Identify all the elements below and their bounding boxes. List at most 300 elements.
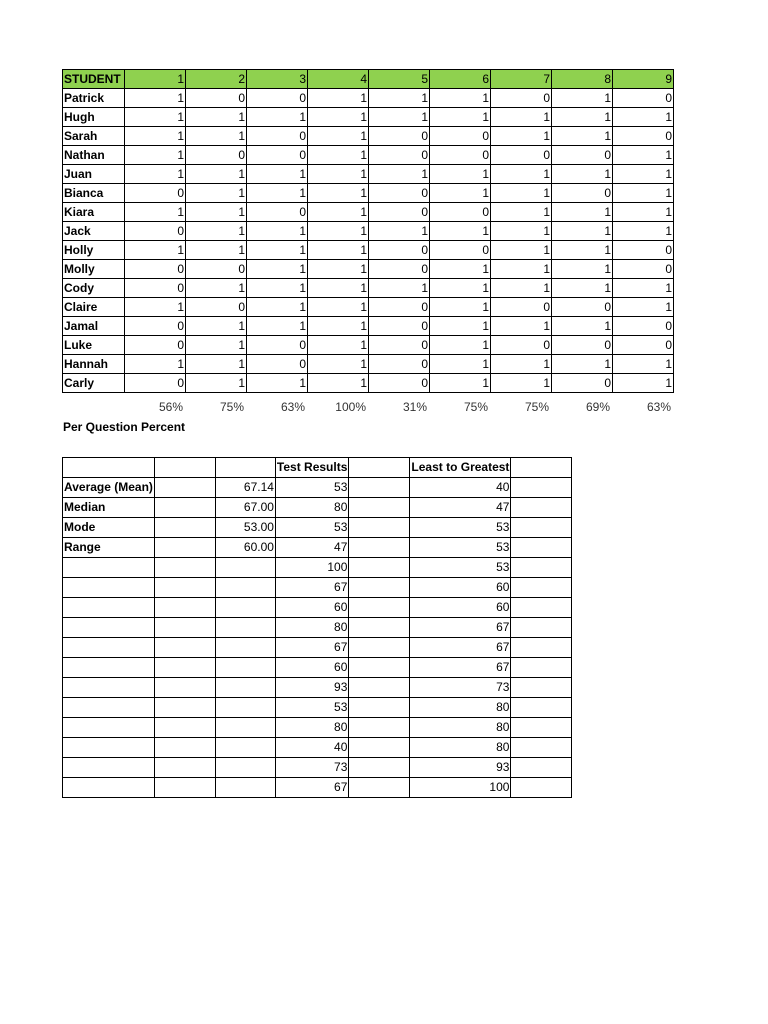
score-cell[interactable]: 0: [369, 184, 430, 203]
cell[interactable]: [154, 498, 215, 518]
score-cell[interactable]: 1: [491, 222, 552, 241]
score-cell[interactable]: 0: [247, 127, 308, 146]
cell[interactable]: [63, 558, 155, 578]
score-cell[interactable]: 1: [186, 127, 247, 146]
score-cell[interactable]: 1: [186, 317, 247, 336]
score-cell[interactable]: 1: [247, 260, 308, 279]
cell[interactable]: [63, 658, 155, 678]
score-cell[interactable]: 1: [491, 317, 552, 336]
test-result-cell[interactable]: 73: [275, 758, 348, 778]
score-cell[interactable]: 1: [186, 336, 247, 355]
cell[interactable]: [154, 578, 215, 598]
score-cell[interactable]: 1: [247, 317, 308, 336]
cell[interactable]: [349, 558, 410, 578]
score-cell[interactable]: 1: [308, 317, 369, 336]
score-cell[interactable]: 1: [308, 184, 369, 203]
question-header[interactable]: 5: [369, 70, 430, 89]
student-name[interactable]: Cody: [63, 279, 125, 298]
score-cell[interactable]: 1: [125, 355, 186, 374]
question-header[interactable]: 2: [186, 70, 247, 89]
cell[interactable]: [349, 738, 410, 758]
cell[interactable]: [63, 598, 155, 618]
cell[interactable]: [154, 698, 215, 718]
score-cell[interactable]: 0: [552, 336, 613, 355]
cell[interactable]: [63, 758, 155, 778]
score-cell[interactable]: 0: [369, 146, 430, 165]
score-cell[interactable]: 1: [247, 184, 308, 203]
stat-label-cell[interactable]: [63, 498, 155, 518]
student-name[interactable]: Luke: [63, 336, 125, 355]
score-cell[interactable]: 1: [186, 241, 247, 260]
cell[interactable]: [154, 638, 215, 658]
score-cell[interactable]: 0: [552, 374, 613, 393]
cell[interactable]: [63, 638, 155, 658]
cell[interactable]: [511, 618, 572, 638]
test-result-cell[interactable]: 53: [275, 698, 348, 718]
cell[interactable]: [511, 518, 572, 538]
cell[interactable]: [215, 578, 275, 598]
test-result-cell[interactable]: 40: [275, 738, 348, 758]
cell[interactable]: [511, 498, 572, 518]
score-cell[interactable]: 0: [125, 260, 186, 279]
score-cell[interactable]: 0: [125, 374, 186, 393]
score-cell[interactable]: 1: [186, 165, 247, 184]
cell[interactable]: [154, 758, 215, 778]
cell[interactable]: [215, 678, 275, 698]
score-cell[interactable]: 1: [247, 241, 308, 260]
score-cell[interactable]: 1: [308, 127, 369, 146]
sorted-result-cell[interactable]: 93: [410, 758, 511, 778]
cell[interactable]: [511, 578, 572, 598]
score-cell[interactable]: 1: [491, 127, 552, 146]
score-cell[interactable]: 0: [125, 336, 186, 355]
sorted-result-cell[interactable]: 80: [410, 718, 511, 738]
score-cell[interactable]: 1: [491, 260, 552, 279]
score-cell[interactable]: 1: [613, 222, 674, 241]
sorted-result-cell[interactable]: 53: [410, 538, 511, 558]
score-cell[interactable]: 0: [125, 222, 186, 241]
student-name[interactable]: Jamal: [63, 317, 125, 336]
score-cell[interactable]: 0: [247, 355, 308, 374]
score-cell[interactable]: 1: [369, 279, 430, 298]
score-cell[interactable]: 0: [491, 336, 552, 355]
student-name[interactable]: Jack: [63, 222, 125, 241]
student-name[interactable]: Bianca: [63, 184, 125, 203]
question-header[interactable]: 7: [491, 70, 552, 89]
score-cell[interactable]: 1: [430, 165, 491, 184]
score-cell[interactable]: 0: [186, 146, 247, 165]
score-cell[interactable]: 1: [491, 374, 552, 393]
score-cell[interactable]: 1: [430, 184, 491, 203]
score-cell[interactable]: 1: [308, 222, 369, 241]
cell[interactable]: [349, 778, 410, 798]
student-header[interactable]: STUDENT: [63, 70, 125, 89]
score-cell[interactable]: 1: [613, 298, 674, 317]
cell[interactable]: [511, 758, 572, 778]
score-cell[interactable]: 1: [491, 203, 552, 222]
cell[interactable]: [154, 618, 215, 638]
sorted-result-cell[interactable]: 40: [410, 478, 511, 498]
score-cell[interactable]: 0: [186, 89, 247, 108]
score-cell[interactable]: 1: [552, 203, 613, 222]
question-header[interactable]: 9: [613, 70, 674, 89]
score-cell[interactable]: 0: [613, 260, 674, 279]
score-cell[interactable]: 1: [552, 260, 613, 279]
score-cell[interactable]: 1: [491, 108, 552, 127]
score-cell[interactable]: 1: [308, 279, 369, 298]
cell[interactable]: [215, 778, 275, 798]
cell[interactable]: [511, 638, 572, 658]
score-cell[interactable]: 1: [186, 108, 247, 127]
cell[interactable]: [215, 758, 275, 778]
score-cell[interactable]: 0: [613, 241, 674, 260]
cell[interactable]: [154, 518, 215, 538]
score-cell[interactable]: 1: [552, 165, 613, 184]
question-header[interactable]: 3: [247, 70, 308, 89]
cell[interactable]: [349, 578, 410, 598]
score-cell[interactable]: 1: [613, 374, 674, 393]
score-cell[interactable]: 1: [430, 298, 491, 317]
sorted-result-cell[interactable]: 47: [410, 498, 511, 518]
score-cell[interactable]: 1: [613, 279, 674, 298]
cell[interactable]: [63, 618, 155, 638]
cell[interactable]: [215, 458, 275, 478]
stats-row: [63, 758, 572, 778]
score-cell[interactable]: 1: [308, 108, 369, 127]
percent-cell: 75%: [524, 400, 549, 414]
test-result-cell[interactable]: 80: [275, 498, 348, 518]
stat-label-cell[interactable]: [63, 478, 155, 498]
score-cell[interactable]: 1: [125, 298, 186, 317]
question-header[interactable]: 1: [125, 70, 186, 89]
student-name[interactable]: Sarah: [63, 127, 125, 146]
score-cell[interactable]: 1: [125, 108, 186, 127]
score-cell[interactable]: 0: [613, 317, 674, 336]
test-result-cell[interactable]: 67: [275, 638, 348, 658]
stat-value[interactable]: 53.00: [215, 518, 275, 538]
score-cell[interactable]: 1: [247, 298, 308, 317]
score-cell[interactable]: 1: [247, 222, 308, 241]
cell[interactable]: [511, 718, 572, 738]
score-cell[interactable]: 1: [247, 165, 308, 184]
percent-cell: 100%: [335, 400, 366, 414]
question-header[interactable]: 6: [430, 70, 491, 89]
score-cell[interactable]: 1: [491, 241, 552, 260]
student-name[interactable]: Kiara: [63, 203, 125, 222]
cell[interactable]: [215, 698, 275, 718]
cell[interactable]: [154, 738, 215, 758]
cell[interactable]: [215, 738, 275, 758]
percent-cell: 31%: [402, 400, 427, 414]
cell[interactable]: [349, 538, 410, 558]
score-cell[interactable]: 1: [247, 279, 308, 298]
least-to-greatest-header[interactable]: [410, 458, 511, 478]
test-results-header[interactable]: [275, 458, 348, 478]
score-cell[interactable]: 0: [430, 127, 491, 146]
sorted-result-cell[interactable]: 53: [410, 558, 511, 578]
score-cell[interactable]: 0: [247, 89, 308, 108]
student-row: [63, 184, 674, 203]
score-cell[interactable]: 1: [430, 89, 491, 108]
sorted-result-cell[interactable]: 60: [410, 578, 511, 598]
score-cell[interactable]: 0: [369, 260, 430, 279]
score-cell[interactable]: 0: [125, 317, 186, 336]
score-cell[interactable]: 1: [613, 355, 674, 374]
score-cell[interactable]: 1: [552, 241, 613, 260]
cell[interactable]: [215, 618, 275, 638]
student-name[interactable]: Patrick: [63, 89, 125, 108]
question-header[interactable]: 8: [552, 70, 613, 89]
score-cell[interactable]: 1: [552, 89, 613, 108]
cell[interactable]: [349, 478, 410, 498]
test-result-cell[interactable]: 67: [275, 778, 348, 798]
score-cell[interactable]: 1: [186, 203, 247, 222]
test-result-cell[interactable]: 80: [275, 718, 348, 738]
score-cell[interactable]: 0: [369, 355, 430, 374]
test-result-cell[interactable]: 53: [275, 478, 348, 498]
score-cell[interactable]: 1: [430, 222, 491, 241]
cell[interactable]: [511, 738, 572, 758]
cell[interactable]: [349, 658, 410, 678]
sorted-result-cell[interactable]: 80: [410, 698, 511, 718]
sorted-result-cell[interactable]: 100: [410, 778, 511, 798]
cell[interactable]: [154, 678, 215, 698]
score-cell[interactable]: 0: [491, 89, 552, 108]
test-result-cell[interactable]: 100: [275, 558, 348, 578]
cell[interactable]: [511, 558, 572, 578]
score-cell[interactable]: 1: [552, 317, 613, 336]
score-cell[interactable]: 1: [308, 89, 369, 108]
stat-label-cell[interactable]: [63, 538, 155, 558]
score-cell[interactable]: 1: [125, 146, 186, 165]
test-result-cell[interactable]: 60: [275, 658, 348, 678]
score-cell[interactable]: 1: [552, 222, 613, 241]
cell[interactable]: [154, 558, 215, 578]
cell[interactable]: [349, 518, 410, 538]
score-cell[interactable]: 1: [308, 298, 369, 317]
cell[interactable]: [511, 778, 572, 798]
student-name[interactable]: Hugh: [63, 108, 125, 127]
score-cell[interactable]: 1: [552, 279, 613, 298]
score-cell[interactable]: 1: [552, 108, 613, 127]
score-cell[interactable]: 1: [613, 203, 674, 222]
test-result-cell[interactable]: 60: [275, 598, 348, 618]
sorted-result-cell[interactable]: 67: [410, 658, 511, 678]
score-cell[interactable]: 0: [613, 127, 674, 146]
student-name[interactable]: Nathan: [63, 146, 125, 165]
score-cell[interactable]: 0: [369, 241, 430, 260]
cell[interactable]: [349, 618, 410, 638]
test-result-cell[interactable]: 53: [275, 518, 348, 538]
cell[interactable]: [63, 738, 155, 758]
score-cell[interactable]: 1: [369, 222, 430, 241]
student-name[interactable]: Molly: [63, 260, 125, 279]
cell[interactable]: [215, 558, 275, 578]
score-cell[interactable]: 0: [369, 317, 430, 336]
cell[interactable]: [511, 598, 572, 618]
score-cell[interactable]: 1: [430, 355, 491, 374]
student-name[interactable]: Carly: [63, 374, 125, 393]
sorted-result-cell[interactable]: 67: [410, 618, 511, 638]
score-cell[interactable]: 0: [186, 298, 247, 317]
score-cell[interactable]: 1: [491, 165, 552, 184]
cell[interactable]: [349, 758, 410, 778]
stats-row: [63, 678, 572, 698]
score-cell[interactable]: 1: [125, 127, 186, 146]
student-name[interactable]: Claire: [63, 298, 125, 317]
cell[interactable]: [154, 658, 215, 678]
score-cell[interactable]: 1: [186, 184, 247, 203]
score-cell[interactable]: 1: [247, 108, 308, 127]
score-cell[interactable]: 1: [613, 165, 674, 184]
score-cell[interactable]: 1: [430, 279, 491, 298]
stats-row: [63, 578, 572, 598]
sorted-result-cell[interactable]: 53: [410, 518, 511, 538]
score-cell[interactable]: 0: [430, 203, 491, 222]
score-cell[interactable]: 1: [247, 374, 308, 393]
score-cell[interactable]: 1: [430, 336, 491, 355]
score-cell[interactable]: 1: [369, 108, 430, 127]
score-cell[interactable]: 0: [369, 374, 430, 393]
cell[interactable]: [154, 718, 215, 738]
test-result-cell[interactable]: 93: [275, 678, 348, 698]
score-cell[interactable]: 1: [125, 241, 186, 260]
cell[interactable]: [154, 458, 215, 478]
score-cell[interactable]: 0: [369, 203, 430, 222]
score-cell[interactable]: 1: [613, 146, 674, 165]
cell[interactable]: [63, 458, 155, 478]
test-result-cell[interactable]: 47: [275, 538, 348, 558]
cell[interactable]: [511, 458, 572, 478]
score-cell[interactable]: 0: [552, 184, 613, 203]
score-cell[interactable]: 1: [552, 127, 613, 146]
per-question-percent-row: [124, 400, 673, 414]
cell[interactable]: [215, 598, 275, 618]
cell[interactable]: [63, 578, 155, 598]
score-cell[interactable]: 0: [247, 146, 308, 165]
cell[interactable]: [349, 498, 410, 518]
cell[interactable]: [63, 778, 155, 798]
sorted-result-cell[interactable]: 73: [410, 678, 511, 698]
cell[interactable]: [63, 678, 155, 698]
score-cell[interactable]: 1: [613, 108, 674, 127]
score-cell[interactable]: 1: [491, 184, 552, 203]
score-cell[interactable]: 1: [308, 355, 369, 374]
stat-value[interactable]: 67.00: [215, 498, 275, 518]
score-cell[interactable]: 0: [491, 146, 552, 165]
score-cell[interactable]: 0: [369, 127, 430, 146]
score-cell[interactable]: 1: [308, 146, 369, 165]
cell[interactable]: [154, 778, 215, 798]
score-cell[interactable]: 0: [369, 298, 430, 317]
cell[interactable]: [154, 478, 215, 498]
sorted-result-cell[interactable]: 60: [410, 598, 511, 618]
stat-label: Mode: [64, 520, 96, 534]
score-cell[interactable]: 1: [430, 374, 491, 393]
sorted-result-cell[interactable]: 67: [410, 638, 511, 658]
score-cell[interactable]: 1: [369, 89, 430, 108]
stat-label-cell[interactable]: [63, 518, 155, 538]
cell[interactable]: [349, 718, 410, 738]
score-cell[interactable]: 0: [247, 336, 308, 355]
score-cell[interactable]: 1: [308, 165, 369, 184]
cell[interactable]: [511, 478, 572, 498]
cell[interactable]: [154, 598, 215, 618]
cell[interactable]: [511, 698, 572, 718]
score-cell[interactable]: 0: [430, 241, 491, 260]
cell[interactable]: [349, 638, 410, 658]
cell[interactable]: [215, 718, 275, 738]
score-cell[interactable]: 1: [308, 203, 369, 222]
cell[interactable]: [511, 538, 572, 558]
score-cell[interactable]: 1: [430, 108, 491, 127]
score-cell[interactable]: 0: [247, 203, 308, 222]
cell[interactable]: [511, 658, 572, 678]
score-cell[interactable]: 1: [430, 317, 491, 336]
cell[interactable]: [154, 538, 215, 558]
score-cell[interactable]: 0: [125, 279, 186, 298]
test-result-cell[interactable]: 80: [275, 618, 348, 638]
score-cell[interactable]: 1: [491, 355, 552, 374]
stats-row: [63, 618, 572, 638]
score-cell[interactable]: 1: [552, 355, 613, 374]
student-name[interactable]: Holly: [63, 241, 125, 260]
score-cell[interactable]: 0: [186, 260, 247, 279]
score-cell[interactable]: 1: [308, 241, 369, 260]
score-cell[interactable]: 0: [125, 184, 186, 203]
student-name[interactable]: Juan: [63, 165, 125, 184]
score-cell[interactable]: 0: [552, 298, 613, 317]
score-cell[interactable]: 1: [613, 184, 674, 203]
cell[interactable]: [63, 698, 155, 718]
score-cell[interactable]: 0: [491, 298, 552, 317]
question-header[interactable]: 4: [308, 70, 369, 89]
score-cell[interactable]: 1: [125, 165, 186, 184]
cell[interactable]: [349, 698, 410, 718]
test-result-cell[interactable]: 67: [275, 578, 348, 598]
score-cell[interactable]: 0: [430, 146, 491, 165]
stat-value[interactable]: 60.00: [215, 538, 275, 558]
score-cell[interactable]: 0: [613, 89, 674, 108]
cell[interactable]: [215, 658, 275, 678]
score-cell[interactable]: 1: [308, 336, 369, 355]
score-cell[interactable]: 0: [552, 146, 613, 165]
cell[interactable]: [63, 718, 155, 738]
score-cell[interactable]: 1: [186, 279, 247, 298]
score-cell[interactable]: 1: [186, 355, 247, 374]
score-cell[interactable]: 1: [186, 374, 247, 393]
cell[interactable]: [349, 458, 410, 478]
score-cell[interactable]: 1: [125, 203, 186, 222]
student-name[interactable]: Hannah: [63, 355, 125, 374]
cell[interactable]: [349, 598, 410, 618]
sorted-result-cell[interactable]: 80: [410, 738, 511, 758]
score-cell[interactable]: 1: [308, 374, 369, 393]
score-cell[interactable]: 1: [308, 260, 369, 279]
score-cell[interactable]: 1: [491, 279, 552, 298]
score-cell[interactable]: 1: [186, 222, 247, 241]
score-cell[interactable]: 0: [613, 336, 674, 355]
score-cell[interactable]: 1: [369, 165, 430, 184]
cell[interactable]: [215, 638, 275, 658]
score-cell[interactable]: 0: [369, 336, 430, 355]
cell[interactable]: [349, 678, 410, 698]
cell[interactable]: [511, 678, 572, 698]
stat-value[interactable]: 67.14: [215, 478, 275, 498]
score-cell[interactable]: 1: [125, 89, 186, 108]
student-row: [63, 127, 674, 146]
score-cell[interactable]: 1: [430, 260, 491, 279]
